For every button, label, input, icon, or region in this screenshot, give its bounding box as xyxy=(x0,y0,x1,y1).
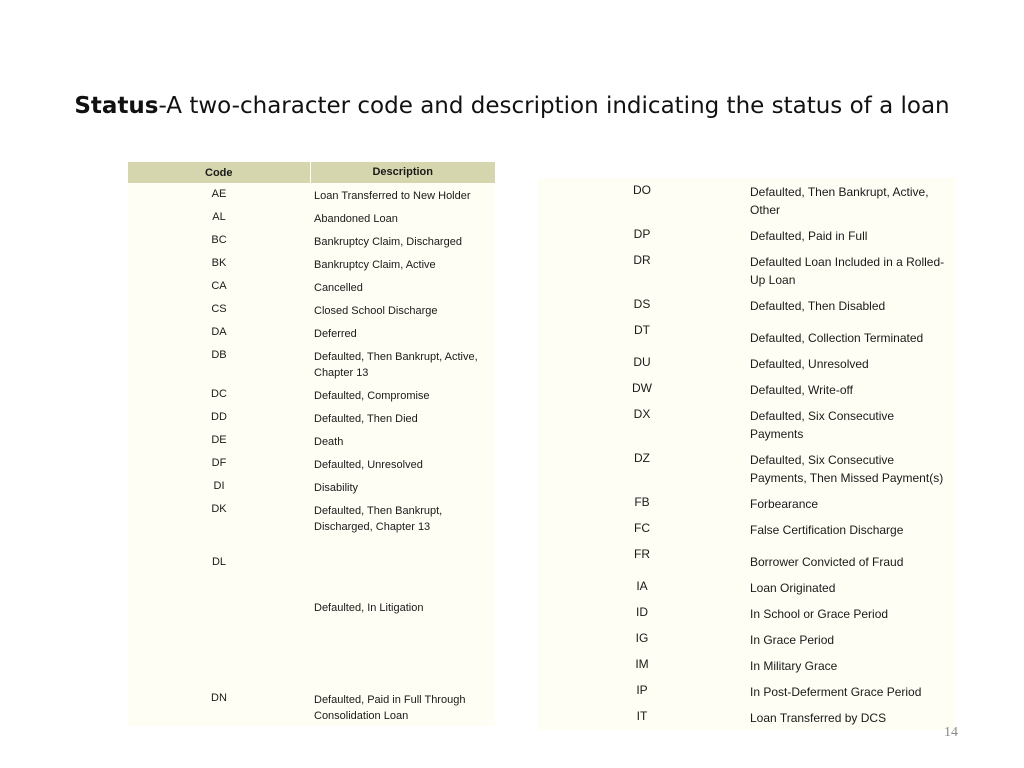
status-code: IP xyxy=(636,683,648,697)
status-description: Defaulted, Six Consecutive Payments xyxy=(750,409,895,441)
table-row xyxy=(538,292,956,318)
table-row xyxy=(128,687,495,726)
table-row xyxy=(128,229,495,252)
table-row xyxy=(538,446,956,490)
status-code: DN xyxy=(211,692,227,704)
table-row xyxy=(538,222,956,248)
table-row xyxy=(128,383,495,406)
status-code: ID xyxy=(636,605,648,619)
status-description: Bankruptcy Claim, Active xyxy=(314,259,436,271)
table-row xyxy=(538,516,956,542)
status-code: DS xyxy=(633,297,651,311)
table-row xyxy=(128,452,495,475)
table-row xyxy=(128,206,495,229)
status-code: DK xyxy=(211,503,227,515)
table-row xyxy=(128,406,495,429)
table-row xyxy=(538,178,956,222)
status-description: Death xyxy=(314,436,344,448)
status-code: DU xyxy=(633,355,651,369)
status-description: Defaulted, Six Consecutive Payments, Then Missed Payment(s) xyxy=(750,453,944,485)
status-description: Defaulted, Compromise xyxy=(314,390,430,402)
status-code: BC xyxy=(211,234,227,246)
status-code: DE xyxy=(211,434,227,446)
status-description: Bankruptcy Claim, Discharged xyxy=(314,236,462,248)
status-code: DC xyxy=(211,388,227,400)
status-description: Defaulted, Paid in Full xyxy=(750,229,868,243)
table-row xyxy=(538,652,956,678)
status-code: IM xyxy=(635,657,649,671)
status-description: Defaulted, Then Bankrupt, Discharged, Chapter 13 xyxy=(314,505,443,533)
table-row xyxy=(128,537,495,687)
status-code: DD xyxy=(211,411,227,423)
status-code: DA xyxy=(211,326,227,338)
status-description: Loan Transferred by DCS xyxy=(750,711,887,725)
status-description: In Grace Period xyxy=(750,633,835,647)
status-description: Defaulted, Write-off xyxy=(750,383,853,397)
table-header xyxy=(128,162,495,183)
table-row xyxy=(538,574,956,600)
status-description: Defaulted, Paid in Full Through Consolidation Loan xyxy=(314,694,466,722)
status-description: Borrower Convicted of Fraud xyxy=(750,555,904,569)
status-code: FC xyxy=(634,521,650,535)
status-code: DF xyxy=(211,457,227,469)
status-code: DP xyxy=(633,227,651,241)
table-row xyxy=(538,350,956,376)
status-description: Defaulted, Then Died xyxy=(314,413,418,425)
page-number: 14 xyxy=(944,725,958,740)
right-table-body xyxy=(538,178,956,730)
table-row xyxy=(128,275,495,298)
status-code: DZ xyxy=(634,451,650,465)
status-code: DB xyxy=(211,349,227,361)
status-code: AE xyxy=(211,188,227,200)
title-description: -A two-character code and description indicating the status of a loan xyxy=(158,93,950,119)
status-code: IT xyxy=(636,709,648,723)
status-code: DX xyxy=(633,407,651,421)
status-description: Disability xyxy=(314,482,359,494)
status-description: Defaulted, Unresolved xyxy=(750,357,869,371)
table-row xyxy=(538,678,956,704)
status-description: Defaulted, Unresolved xyxy=(314,459,423,471)
status-description: Cancelled xyxy=(314,282,363,294)
table-row xyxy=(538,542,956,574)
status-description: In Military Grace xyxy=(750,659,838,673)
table-row xyxy=(538,704,956,730)
status-description: Defaulted, Then Bankrupt, Active, Other xyxy=(750,185,929,217)
status-description: Defaulted, Then Bankrupt, Active, Chapter 13 xyxy=(314,351,478,379)
status-code: BK xyxy=(211,257,227,269)
slide-title xyxy=(0,93,1024,119)
table-row xyxy=(128,321,495,344)
status-description: Abandoned Loan xyxy=(314,213,398,225)
table-row xyxy=(128,475,495,498)
status-code: FR xyxy=(634,547,650,561)
status-description: Defaulted Loan Included in a Rolled-Up Loan xyxy=(750,255,945,287)
table-row xyxy=(538,626,956,652)
status-description: In School or Grace Period xyxy=(750,607,889,621)
status-code: DR xyxy=(633,253,651,267)
status-code: IA xyxy=(636,579,648,593)
status-code: DO xyxy=(633,183,651,197)
status-code: FB xyxy=(634,495,650,509)
status-code: DW xyxy=(632,381,652,395)
header-description: Description xyxy=(310,162,496,183)
status-code: DT xyxy=(634,323,650,337)
status-description: Closed School Discharge xyxy=(314,305,438,317)
table-row xyxy=(538,600,956,626)
table-row xyxy=(128,429,495,452)
status-description: Defaulted, Then Disabled xyxy=(750,299,886,313)
status-description: False Certification Discharge xyxy=(750,523,904,537)
status-code: DI xyxy=(213,480,225,492)
status-description: Defaulted, Collection Terminated xyxy=(750,331,924,345)
status-description: Deferred xyxy=(314,328,357,340)
table-row xyxy=(538,248,956,292)
table-row xyxy=(128,298,495,321)
status-description: Loan Transferred to New Holder xyxy=(314,190,471,202)
table-row xyxy=(128,498,495,537)
status-code-table-left xyxy=(128,162,495,726)
table-row xyxy=(128,344,495,383)
title-keyword: Status xyxy=(74,93,159,119)
status-code: CS xyxy=(211,303,227,315)
status-code: IG xyxy=(635,631,649,645)
status-description: Loan Originated xyxy=(750,581,836,595)
status-code-table-right xyxy=(538,178,956,730)
table-row xyxy=(128,252,495,275)
table-row xyxy=(538,376,956,402)
status-description: Forbearance xyxy=(750,497,819,511)
status-description: In Post-Deferment Grace Period xyxy=(750,685,922,699)
table-row xyxy=(538,490,956,516)
status-description: Defaulted, In Litigation xyxy=(314,602,424,614)
header-code: Code xyxy=(205,166,233,179)
status-code: CA xyxy=(211,280,227,292)
table-row xyxy=(538,318,956,350)
left-table-body xyxy=(128,183,495,726)
table-row xyxy=(538,402,956,446)
status-code: DL xyxy=(211,556,227,568)
table-row xyxy=(128,183,495,206)
status-code: AL xyxy=(212,211,226,223)
